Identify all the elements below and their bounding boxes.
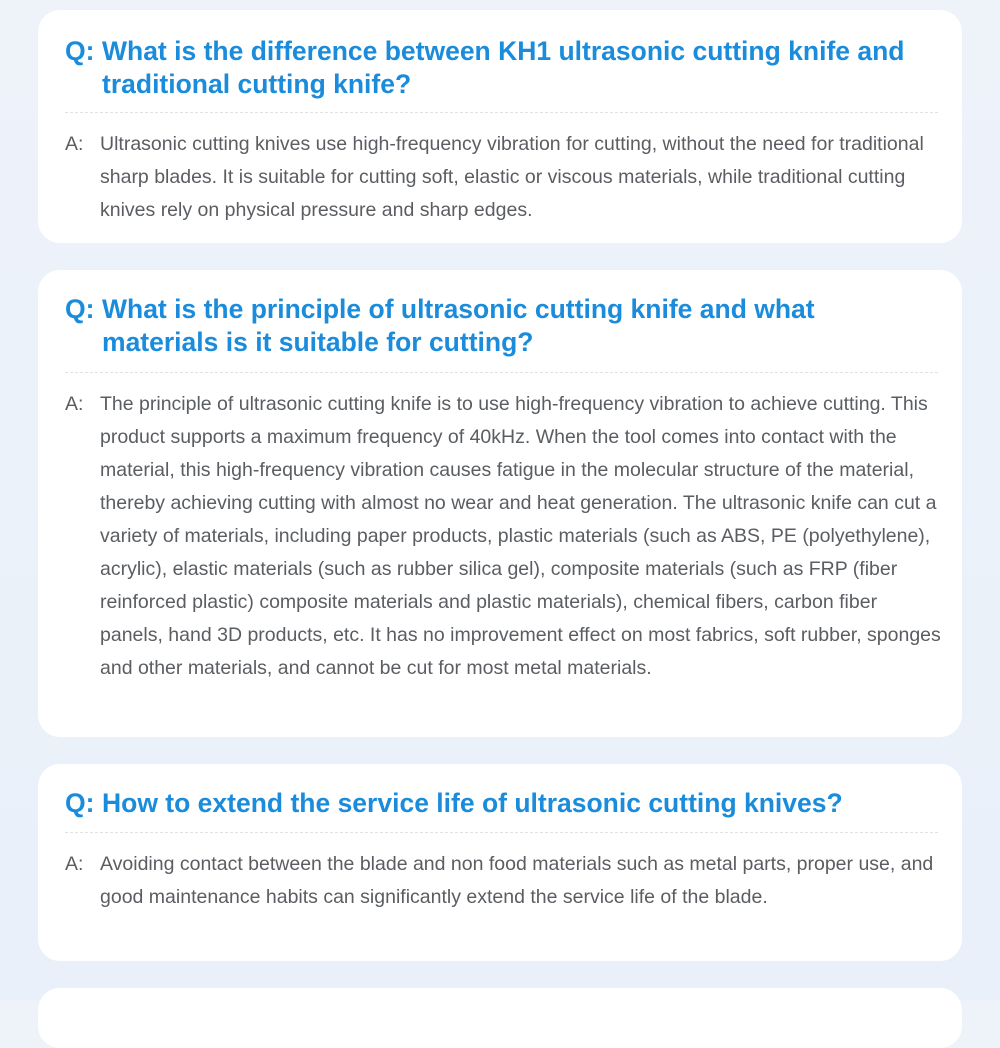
answer-text: Avoiding contact between the blade and non food materials such as metal parts, proper use, and good maintenance habits can significantly extend the service life of the blade. [100,853,934,908]
question-prefix: Q: [65,788,95,818]
faq-card [38,764,962,961]
faq-question [65,293,938,359]
answer-prefix: A: [65,133,84,155]
dashed-divider [65,372,938,373]
question-text: What is the difference between KH1 ultrasonic cutting knife and traditional cutting knife? [102,36,905,99]
answer-text: The principle of ultrasonic cutting knife is to use high-frequency vibration to achieve cutting. This product supports a maximum frequency of 40kHz. When the tool comes into contact with the material, this high-frequency vibration causes fatigue in the molecular structure of the material, thereby achieving cutting with almost no wear and heat generation. The ultrasonic knife can cut a variety of materials, including paper products, plastic materials (such as ABS, PE (polyethylene), acrylic), elastic materials (such as rubber silica gel), composite materials (such as FRP (fiber reinforced plastic) composite materials and plastic materials), chemical fibers, carbon fiber panels, hand 3D products, etc. It has no improvement effect on most fabrics, soft rubber, sponges and other materials, and cannot be cut for most metal materials. [100,393,941,679]
question-prefix: Q: [65,36,95,66]
answer-prefix: A: [65,853,84,875]
question-text: What is the principle of ultrasonic cutting knife and what materials is it suitable for cutting? [102,294,815,357]
faq-answer [65,128,942,227]
faq-card [38,270,962,737]
dashed-divider [65,112,938,113]
answer-text: Ultrasonic cutting knives use high-frequency vibration for cutting, without the need for traditional sharp blades. It is suitable for cutting soft, elastic or viscous materials, while traditional cutting knives rely on physical pressure and sharp edges. [100,133,924,221]
faq-answer [65,848,942,914]
faq-question [65,35,938,101]
faq-card [38,10,962,243]
faq-card [38,988,962,1048]
faq-question [65,787,938,820]
dashed-divider [65,832,938,833]
question-prefix: Q: [65,294,95,324]
faq-answer [65,388,942,685]
question-text: How to extend the service life of ultrasonic cutting knives? [102,788,843,818]
answer-prefix: A: [65,393,84,415]
